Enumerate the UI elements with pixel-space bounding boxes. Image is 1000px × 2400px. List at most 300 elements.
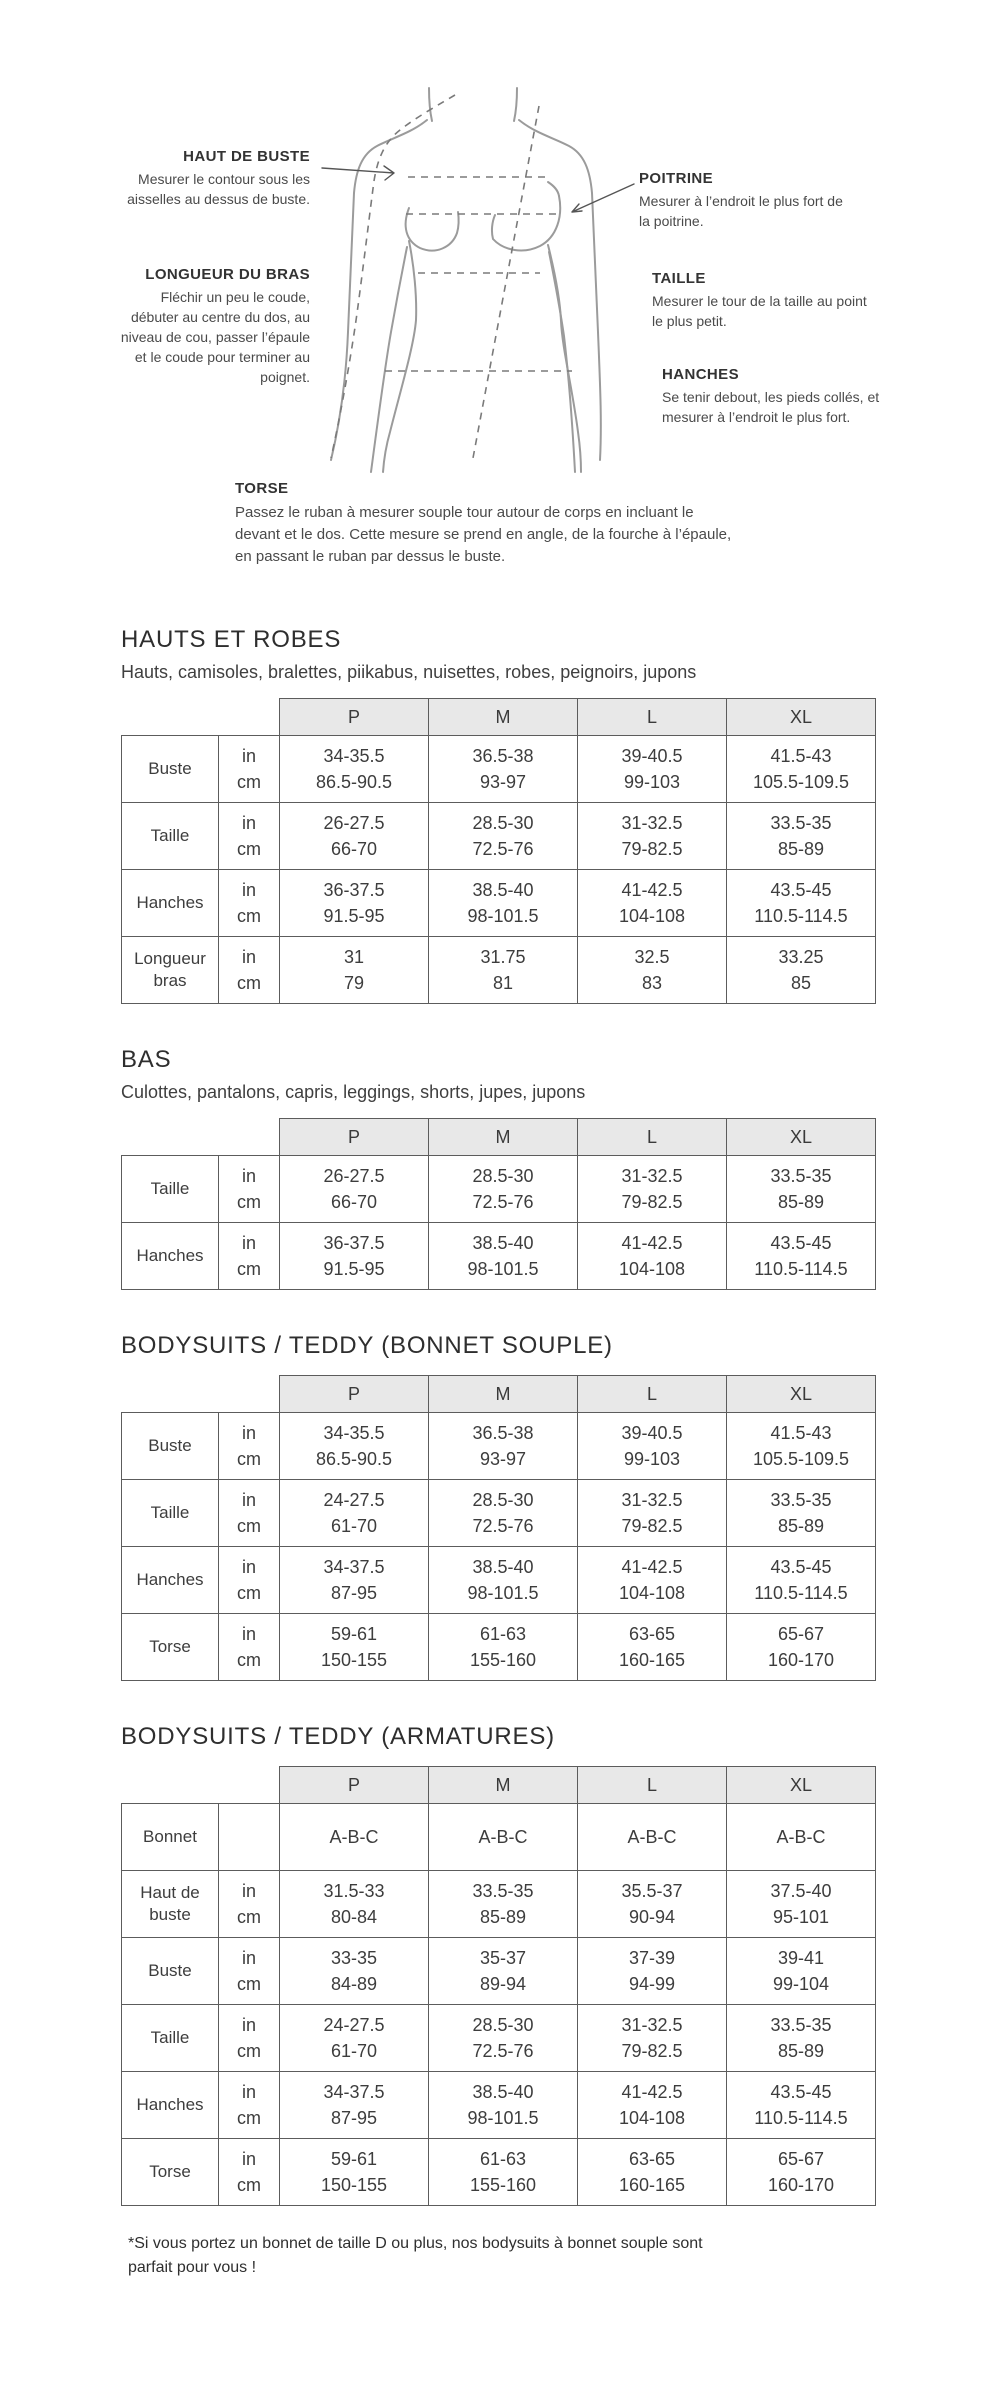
torse-diagonal-line	[473, 106, 539, 458]
value-line: 150-155	[320, 2175, 388, 2195]
size-table	[121, 698, 876, 1004]
value-line: 41-42.5	[621, 2081, 683, 2102]
unit-line: cm	[237, 1259, 261, 1279]
value-cell	[280, 1871, 429, 1938]
unit-line: in	[241, 1623, 256, 1644]
unit-line: cm	[237, 906, 261, 926]
unit-line: in	[241, 1165, 256, 1186]
value-line: 95-101	[772, 1907, 830, 1927]
value-line: 85-89	[777, 1192, 825, 1212]
value-line: 150-155	[320, 1650, 388, 1670]
value-cell	[429, 1804, 578, 1871]
value-line: 24-27.5	[323, 2014, 385, 2035]
value-cell	[578, 1938, 727, 2005]
value-cell	[280, 870, 429, 937]
value-line: 85-89	[777, 2041, 825, 2061]
label-desc: Fléchir un peu le coude, débuter au centre du dos, au niveau de cou, passer l’épaule et le coude pour terminer au poignet.	[120, 289, 310, 385]
value-line: 89-94	[479, 1974, 527, 1994]
value-line: 63-65	[628, 2148, 676, 2169]
value-cell	[727, 2139, 876, 2206]
value-cell	[429, 1871, 578, 1938]
value-line: 98-101.5	[467, 1583, 539, 1603]
row-label: Buste	[122, 736, 219, 803]
label-title: TAILLE	[652, 270, 706, 287]
value-line: 98-101.5	[467, 1259, 539, 1279]
unit-line: cm	[237, 839, 261, 859]
value-cell	[727, 1156, 876, 1223]
value-cell	[727, 803, 876, 870]
table-row	[122, 1938, 876, 2005]
label-desc: Passez le ruban à mesurer souple tour autour de corps en incluant le devant et le dos. Cette mesure se prend en angle, de la fourche à l’épaule, en passant le ruban par dessus le buste.	[235, 504, 732, 565]
value-line: 99-103	[623, 772, 681, 792]
value-line: 33.5-35	[472, 1880, 534, 1901]
value-line: 91.5-95	[323, 906, 385, 926]
table-row	[122, 1547, 876, 1614]
header-spacer	[122, 1119, 280, 1156]
unit-line: in	[241, 1947, 256, 1968]
value-line: 66-70	[330, 1192, 378, 1212]
value-line: 26-27.5	[323, 812, 385, 833]
section-title: BAS	[121, 1046, 172, 1073]
size-table	[121, 1766, 876, 2206]
value-line: A-B-C	[776, 1826, 826, 1847]
value-line: 31-32.5	[621, 1489, 683, 1510]
value-cell	[429, 1413, 578, 1480]
row-label: Hanches	[122, 2072, 219, 2139]
label-title: TORSE	[235, 480, 289, 497]
unit-cell	[219, 2072, 280, 2139]
value-line: 41.5-43	[770, 1422, 832, 1443]
row-label: Haut de buste	[122, 1871, 219, 1938]
table-row	[122, 736, 876, 803]
table-row	[122, 1871, 876, 1938]
value-cell	[578, 1614, 727, 1681]
value-line: 41-42.5	[621, 1232, 683, 1253]
value-line: A-B-C	[627, 1826, 677, 1847]
value-line: 41.5-43	[770, 745, 832, 766]
row-label: Bonnet	[122, 1804, 219, 1871]
header-row	[122, 699, 876, 736]
value-line: 36-37.5	[323, 1232, 385, 1253]
section-title: BODYSUITS / TEDDY (BONNET SOUPLE)	[121, 1332, 613, 1359]
table-head	[122, 1376, 876, 1413]
value-cell	[280, 803, 429, 870]
value-line: 39-40.5	[621, 745, 683, 766]
value-line: 26-27.5	[323, 1165, 385, 1186]
unit-line: in	[241, 946, 256, 967]
value-line: 79-82.5	[621, 1192, 683, 1212]
value-line: 65-67	[777, 2148, 825, 2169]
value-cell	[429, 870, 578, 937]
row-label: Torse	[122, 2139, 219, 2206]
value-cell	[727, 1413, 876, 1480]
value-line: 87-95	[330, 2108, 378, 2128]
value-line: 104-108	[618, 1583, 686, 1603]
header-spacer	[122, 699, 280, 736]
value-cell	[429, 1614, 578, 1681]
header-row	[122, 1376, 876, 1413]
size-column-header: XL	[727, 1119, 876, 1156]
value-line: 28.5-30	[472, 812, 534, 833]
section-title: HAUTS ET ROBES	[121, 626, 342, 653]
size-column-header: P	[280, 1767, 429, 1804]
table-body	[122, 1156, 876, 1290]
value-line: 155-160	[469, 1650, 537, 1670]
value-line: 160-170	[767, 2175, 835, 2195]
table-row	[122, 803, 876, 870]
value-cell	[578, 803, 727, 870]
value-cell	[578, 937, 727, 1004]
unit-line: in	[241, 2148, 256, 2169]
size-column-header: M	[429, 699, 578, 736]
table-row	[122, 2072, 876, 2139]
value-line: 38.5-40	[472, 2081, 534, 2102]
header-spacer	[122, 1376, 280, 1413]
value-line: 36.5-38	[472, 745, 534, 766]
value-cell	[429, 736, 578, 803]
label-longueur-bras	[118, 266, 310, 387]
value-line: 34-35.5	[323, 745, 385, 766]
unit-cell	[219, 736, 280, 803]
unit-cell	[219, 1938, 280, 2005]
value-cell	[280, 1223, 429, 1290]
label-desc: Mesurer à l’endroit le plus fort de la poitrine.	[639, 193, 843, 229]
label-title: HAUT DE BUSTE	[183, 148, 310, 165]
value-line: 83	[641, 973, 663, 993]
unit-cell	[219, 1547, 280, 1614]
section-title: BODYSUITS / TEDDY (ARMATURES)	[121, 1723, 555, 1750]
row-label: Buste	[122, 1413, 219, 1480]
label-title: HANCHES	[662, 366, 739, 383]
table-body	[122, 1413, 876, 1681]
value-cell	[578, 1480, 727, 1547]
value-line: 61-63	[479, 1623, 527, 1644]
value-cell	[727, 937, 876, 1004]
value-line: 61-70	[330, 1516, 378, 1536]
value-cell	[429, 937, 578, 1004]
table-row	[122, 870, 876, 937]
value-line: 160-165	[618, 2175, 686, 2195]
value-line: 155-160	[469, 2175, 537, 2195]
value-line: 37.5-40	[770, 1880, 832, 1901]
table-row	[122, 1413, 876, 1480]
poitrine-arrow	[572, 184, 634, 212]
unit-cell	[219, 1804, 280, 1871]
value-cell	[727, 1614, 876, 1681]
value-line: 34-35.5	[323, 1422, 385, 1443]
value-line: 85-89	[777, 1516, 825, 1536]
value-cell	[280, 736, 429, 803]
size-column-header: M	[429, 1767, 578, 1804]
value-line: 34-37.5	[323, 1556, 385, 1577]
size-column-header: XL	[727, 699, 876, 736]
value-cell	[727, 1871, 876, 1938]
value-line: 39-41	[777, 1947, 825, 1968]
value-line: 34-37.5	[323, 2081, 385, 2102]
value-line: 43.5-45	[770, 1556, 832, 1577]
value-line: 72.5-76	[472, 839, 534, 859]
unit-line: cm	[237, 1449, 261, 1469]
value-line: 41-42.5	[621, 879, 683, 900]
unit-cell	[219, 1413, 280, 1480]
label-hanches	[662, 366, 914, 428]
size-column-header: XL	[727, 1767, 876, 1804]
unit-line: cm	[237, 1650, 261, 1670]
unit-line: cm	[237, 2041, 261, 2061]
unit-line: in	[241, 2014, 256, 2035]
value-line: 110.5-114.5	[754, 2108, 848, 2128]
value-line: 87-95	[330, 1583, 378, 1603]
value-line: 110.5-114.5	[754, 906, 848, 926]
value-line: 86.5-90.5	[315, 772, 393, 792]
value-line: 79	[343, 973, 365, 993]
value-line: 85-89	[479, 1907, 527, 1927]
value-line: 104-108	[618, 1259, 686, 1279]
table-head	[122, 699, 876, 736]
value-line: 38.5-40	[472, 1556, 534, 1577]
size-sections	[121, 626, 881, 2206]
table-row	[122, 2139, 876, 2206]
value-line: 63-65	[628, 1623, 676, 1644]
value-line: 31-32.5	[621, 1165, 683, 1186]
label-desc: Mesurer le tour de la taille au point le plus petit.	[652, 293, 867, 329]
table-row	[122, 1223, 876, 1290]
value-line: 41-42.5	[621, 1556, 683, 1577]
value-line: 37-39	[628, 1947, 676, 1968]
value-cell	[727, 1547, 876, 1614]
value-line: 65-67	[777, 1623, 825, 1644]
value-line: 33.5-35	[770, 2014, 832, 2035]
value-line: 99-104	[772, 1974, 830, 1994]
row-label: Taille	[122, 803, 219, 870]
row-label: Torse	[122, 1614, 219, 1681]
value-cell	[429, 803, 578, 870]
table-row	[122, 2005, 876, 2072]
unit-cell	[219, 1480, 280, 1547]
value-cell	[578, 1804, 727, 1871]
value-cell	[578, 2005, 727, 2072]
table-head	[122, 1119, 876, 1156]
value-line: 93-97	[479, 1449, 527, 1469]
value-cell	[727, 870, 876, 937]
unit-line: in	[241, 745, 256, 766]
value-cell	[727, 1223, 876, 1290]
table-row	[122, 1804, 876, 1871]
header-row	[122, 1767, 876, 1804]
unit-line: cm	[237, 1907, 261, 1927]
value-line: 79-82.5	[621, 1516, 683, 1536]
size-table	[121, 1375, 876, 1681]
value-cell	[727, 1480, 876, 1547]
unit-cell	[219, 803, 280, 870]
unit-line: in	[241, 1232, 256, 1253]
size-column-header: XL	[727, 1376, 876, 1413]
value-line: 110.5-114.5	[754, 1583, 848, 1603]
size-section	[121, 1046, 881, 1290]
value-cell	[429, 2072, 578, 2139]
size-column-header: L	[578, 1119, 727, 1156]
value-line: 35.5-37	[621, 1880, 683, 1901]
size-column-header: L	[578, 699, 727, 736]
value-cell	[280, 1804, 429, 1871]
value-line: 33.5-35	[770, 1489, 832, 1510]
value-line: 28.5-30	[472, 1165, 534, 1186]
value-line: 66-70	[330, 839, 378, 859]
value-line: 31.5-33	[323, 1880, 385, 1901]
value-cell	[280, 1614, 429, 1681]
section-subtitle: Hauts, camisoles, bralettes, piikabus, nuisettes, robes, peignoirs, jupons	[121, 662, 697, 682]
table-row	[122, 1156, 876, 1223]
value-line: 72.5-76	[472, 2041, 534, 2061]
value-line: 81	[492, 973, 514, 993]
unit-line: cm	[237, 2175, 261, 2195]
value-line: 93-97	[479, 772, 527, 792]
value-line: 43.5-45	[770, 879, 832, 900]
value-line: 85-89	[777, 839, 825, 859]
unit-line: cm	[237, 1192, 261, 1212]
value-line: 24-27.5	[323, 1489, 385, 1510]
label-title: LONGUEUR DU BRAS	[145, 266, 310, 283]
size-column-header: P	[280, 699, 429, 736]
value-line: 79-82.5	[621, 2041, 683, 2061]
unit-line: in	[241, 1489, 256, 1510]
value-line: 98-101.5	[467, 2108, 539, 2128]
value-line: 160-170	[767, 1650, 835, 1670]
value-cell	[578, 1156, 727, 1223]
value-line: 43.5-45	[770, 1232, 832, 1253]
value-line: 31.75	[480, 946, 526, 967]
value-cell	[280, 1480, 429, 1547]
unit-cell	[219, 1871, 280, 1938]
unit-cell	[219, 1223, 280, 1290]
unit-line: cm	[237, 1974, 261, 1994]
value-cell	[429, 1480, 578, 1547]
table-body	[122, 1804, 876, 2206]
value-line: 33.25	[778, 946, 824, 967]
value-line: 28.5-30	[472, 2014, 534, 2035]
value-cell	[429, 2005, 578, 2072]
unit-cell	[219, 1614, 280, 1681]
value-cell	[727, 2072, 876, 2139]
table-head	[122, 1767, 876, 1804]
value-line: 32.5	[634, 946, 670, 967]
value-cell	[280, 2005, 429, 2072]
value-line: 36-37.5	[323, 879, 385, 900]
value-line: 99-103	[623, 1449, 681, 1469]
section-subtitle: Culottes, pantalons, capris, leggings, shorts, jupes, jupons	[121, 1082, 586, 1102]
value-line: 80-84	[330, 1907, 378, 1927]
size-table	[121, 1118, 876, 1290]
value-cell	[429, 2139, 578, 2206]
unit-cell	[219, 870, 280, 937]
unit-cell	[219, 937, 280, 1004]
value-line: A-B-C	[329, 1826, 379, 1847]
row-label: Buste	[122, 1938, 219, 2005]
value-cell	[578, 870, 727, 937]
torso-outline	[331, 88, 601, 472]
unit-line: cm	[237, 2108, 261, 2128]
label-poitrine	[639, 170, 844, 232]
value-cell	[280, 2139, 429, 2206]
table-row	[122, 1614, 876, 1681]
value-cell	[280, 1156, 429, 1223]
value-line: 43.5-45	[770, 2081, 832, 2102]
label-torse	[235, 480, 735, 567]
unit-line: in	[241, 1422, 256, 1443]
value-line: A-B-C	[478, 1826, 528, 1847]
value-cell	[727, 1938, 876, 2005]
value-line: 86.5-90.5	[315, 1449, 393, 1469]
value-line: 79-82.5	[621, 839, 683, 859]
table-row	[122, 1480, 876, 1547]
row-label: Taille	[122, 1480, 219, 1547]
unit-line: in	[241, 1556, 256, 1577]
footnote: *Si vous portez un bonnet de taille D ou plus, nos bodysuits à bonnet souple sont parfait pour vous !	[128, 2235, 703, 2276]
value-line: 61-70	[330, 2041, 378, 2061]
value-line: 104-108	[618, 906, 686, 926]
value-cell	[578, 2072, 727, 2139]
unit-cell	[219, 2005, 280, 2072]
row-label: Hanches	[122, 1547, 219, 1614]
size-section	[121, 626, 881, 1004]
size-column-header: L	[578, 1767, 727, 1804]
pointer-arrows	[322, 166, 634, 212]
row-label: Longueur bras	[122, 937, 219, 1004]
label-desc: Se tenir debout, les pieds collés, et mesurer à l’endroit le plus fort.	[662, 389, 880, 425]
row-label: Hanches	[122, 1223, 219, 1290]
value-cell	[429, 1223, 578, 1290]
value-cell	[727, 2005, 876, 2072]
unit-line: cm	[237, 1516, 261, 1536]
value-line: 72.5-76	[472, 1516, 534, 1536]
measurement-diagram	[0, 0, 1000, 600]
size-column-header: M	[429, 1376, 578, 1413]
value-cell	[280, 2072, 429, 2139]
row-label: Hanches	[122, 870, 219, 937]
value-line: 38.5-40	[472, 1232, 534, 1253]
label-title: POITRINE	[639, 170, 714, 187]
size-column-header: P	[280, 1119, 429, 1156]
value-line: 31-32.5	[621, 2014, 683, 2035]
value-cell	[727, 1804, 876, 1871]
label-taille	[652, 270, 880, 332]
unit-line: in	[241, 879, 256, 900]
label-haut-de-buste	[100, 148, 310, 210]
size-column-header: M	[429, 1119, 578, 1156]
value-line: 94-99	[628, 1974, 676, 1994]
value-line: 110.5-114.5	[754, 1259, 848, 1279]
header-row	[122, 1119, 876, 1156]
unit-cell	[219, 2139, 280, 2206]
value-line: 31	[343, 946, 365, 967]
unit-line: in	[241, 2081, 256, 2102]
value-cell	[280, 1413, 429, 1480]
value-line: 90-94	[628, 1907, 676, 1927]
value-line: 33-35	[330, 1947, 378, 1968]
value-cell	[578, 1413, 727, 1480]
value-cell	[280, 937, 429, 1004]
value-cell	[429, 1547, 578, 1614]
value-line: 39-40.5	[621, 1422, 683, 1443]
unit-line: cm	[237, 1583, 261, 1603]
value-line: 72.5-76	[472, 1192, 534, 1212]
value-cell	[578, 2139, 727, 2206]
value-cell	[578, 1223, 727, 1290]
size-section	[121, 1723, 881, 2206]
value-line: 59-61	[330, 1623, 378, 1644]
value-line: 84-89	[330, 1974, 378, 1994]
measurement-dashed-lines	[331, 95, 572, 458]
